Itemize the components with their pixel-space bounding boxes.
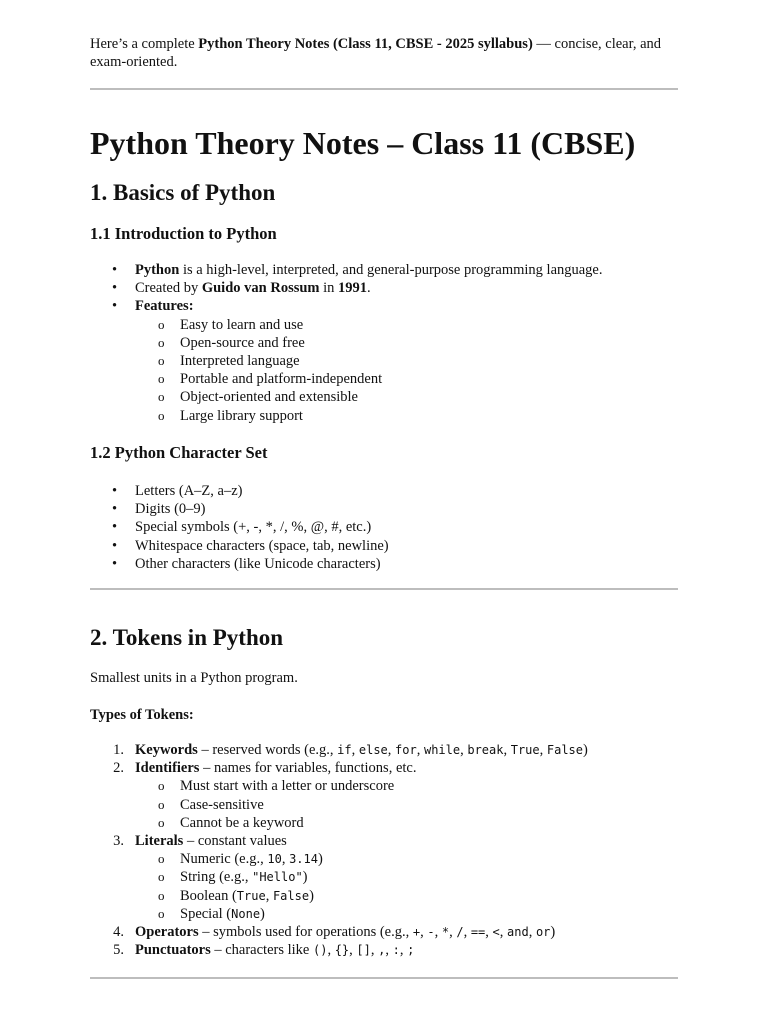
list-item: o Must start with a letter or underscore — [158, 778, 395, 795]
list-item: o Numeric (e.g., 10, 3.14) — [158, 851, 323, 868]
features-list — [90, 316, 678, 425]
list-item-identifiers: 2. Identifiers – names for variables, functions, etc. o Must start with a letter or underscore o Case-sensitive o Cannot be a keyword — [90, 759, 678, 832]
list-item: • Python is a high-level, interpreted, and general-purpose programming language. — [112, 262, 603, 278]
tokens-lead: Smallest units in a Python program. — [90, 670, 298, 686]
section-heading-tokens: 2. Tokens in Python — [90, 625, 284, 650]
list-item-literals: 3. Literals – constant values o Numeric (e.g., 10, 3.14) o String (e.g., "Hello") o Boolean (True, False) o Special (None) — [90, 832, 678, 923]
list-item: o Boolean (True, False) — [158, 887, 314, 904]
list-item: o Portable and platform-independent — [158, 371, 383, 388]
section-heading-basics: 1. Basics of Python — [90, 180, 276, 205]
intro-bold: Python Theory Notes (Class 11, CBSE - 2025 syllabus) — [198, 36, 533, 52]
introduction-list — [90, 261, 678, 425]
list-item: o Special (None) — [158, 905, 265, 922]
list-item: • Created by Guido van Rossum in 1991. — [112, 280, 371, 297]
list-item-operators: 4. Operators – symbols used for operations (e.g., +, -, *, /, ==, <, and, or) — [113, 924, 556, 941]
character-set-list — [90, 482, 678, 573]
list-item: o Interpreted language — [158, 353, 300, 370]
divider — [90, 88, 678, 90]
list-item: • Features: o Easy to learn and use o Open-source and free o Interpreted language o Portable and platform-independent o Object-oriented and extensible o Large library support — [90, 297, 678, 424]
list-item: • Other characters (like Unicode characters) — [112, 555, 381, 572]
subsection-heading-character-set: 1.2 Python Character Set — [90, 443, 268, 462]
list-item: o Open-source and free — [158, 334, 305, 351]
list-item: • Letters (A–Z, a–z) — [112, 483, 243, 499]
list-item: o Large library support — [158, 407, 303, 424]
token-types-list — [90, 741, 678, 959]
types-of-tokens-heading: Types of Tokens: — [90, 707, 194, 723]
list-item: • Whitespace characters (space, tab, newline) — [112, 537, 389, 554]
list-item: o Easy to learn and use — [158, 316, 304, 333]
list-item: o Object-oriented and extensible — [158, 389, 358, 406]
page-title: Python Theory Notes – Class 11 (CBSE) — [90, 125, 636, 161]
divider — [90, 588, 678, 590]
list-item: o Cannot be a keyword — [158, 814, 304, 831]
subsection-heading-introduction: 1.1 Introduction to Python — [90, 224, 277, 243]
list-item: o Case-sensitive — [158, 796, 264, 813]
divider — [90, 977, 678, 979]
list-item-punctuators: 5. Punctuators – characters like (), {}, [], ,, :, ; — [113, 942, 415, 959]
list-item: • Digits (0–9) — [112, 501, 206, 518]
list-item: o String (e.g., "Hello") — [158, 869, 308, 886]
list-item: • Special symbols (+, -, *, /, %, @, #, etc.) — [112, 519, 372, 536]
list-item-keywords: 1. Keywords – reserved words (e.g., if, else, for, while, break, True, False) — [113, 742, 588, 758]
intro-paragraph: Here’s a complete Python Theory Notes (Class 11, CBSE - 2025 syllabus) — concise, clear, and exam-oriented. — [90, 36, 662, 70]
